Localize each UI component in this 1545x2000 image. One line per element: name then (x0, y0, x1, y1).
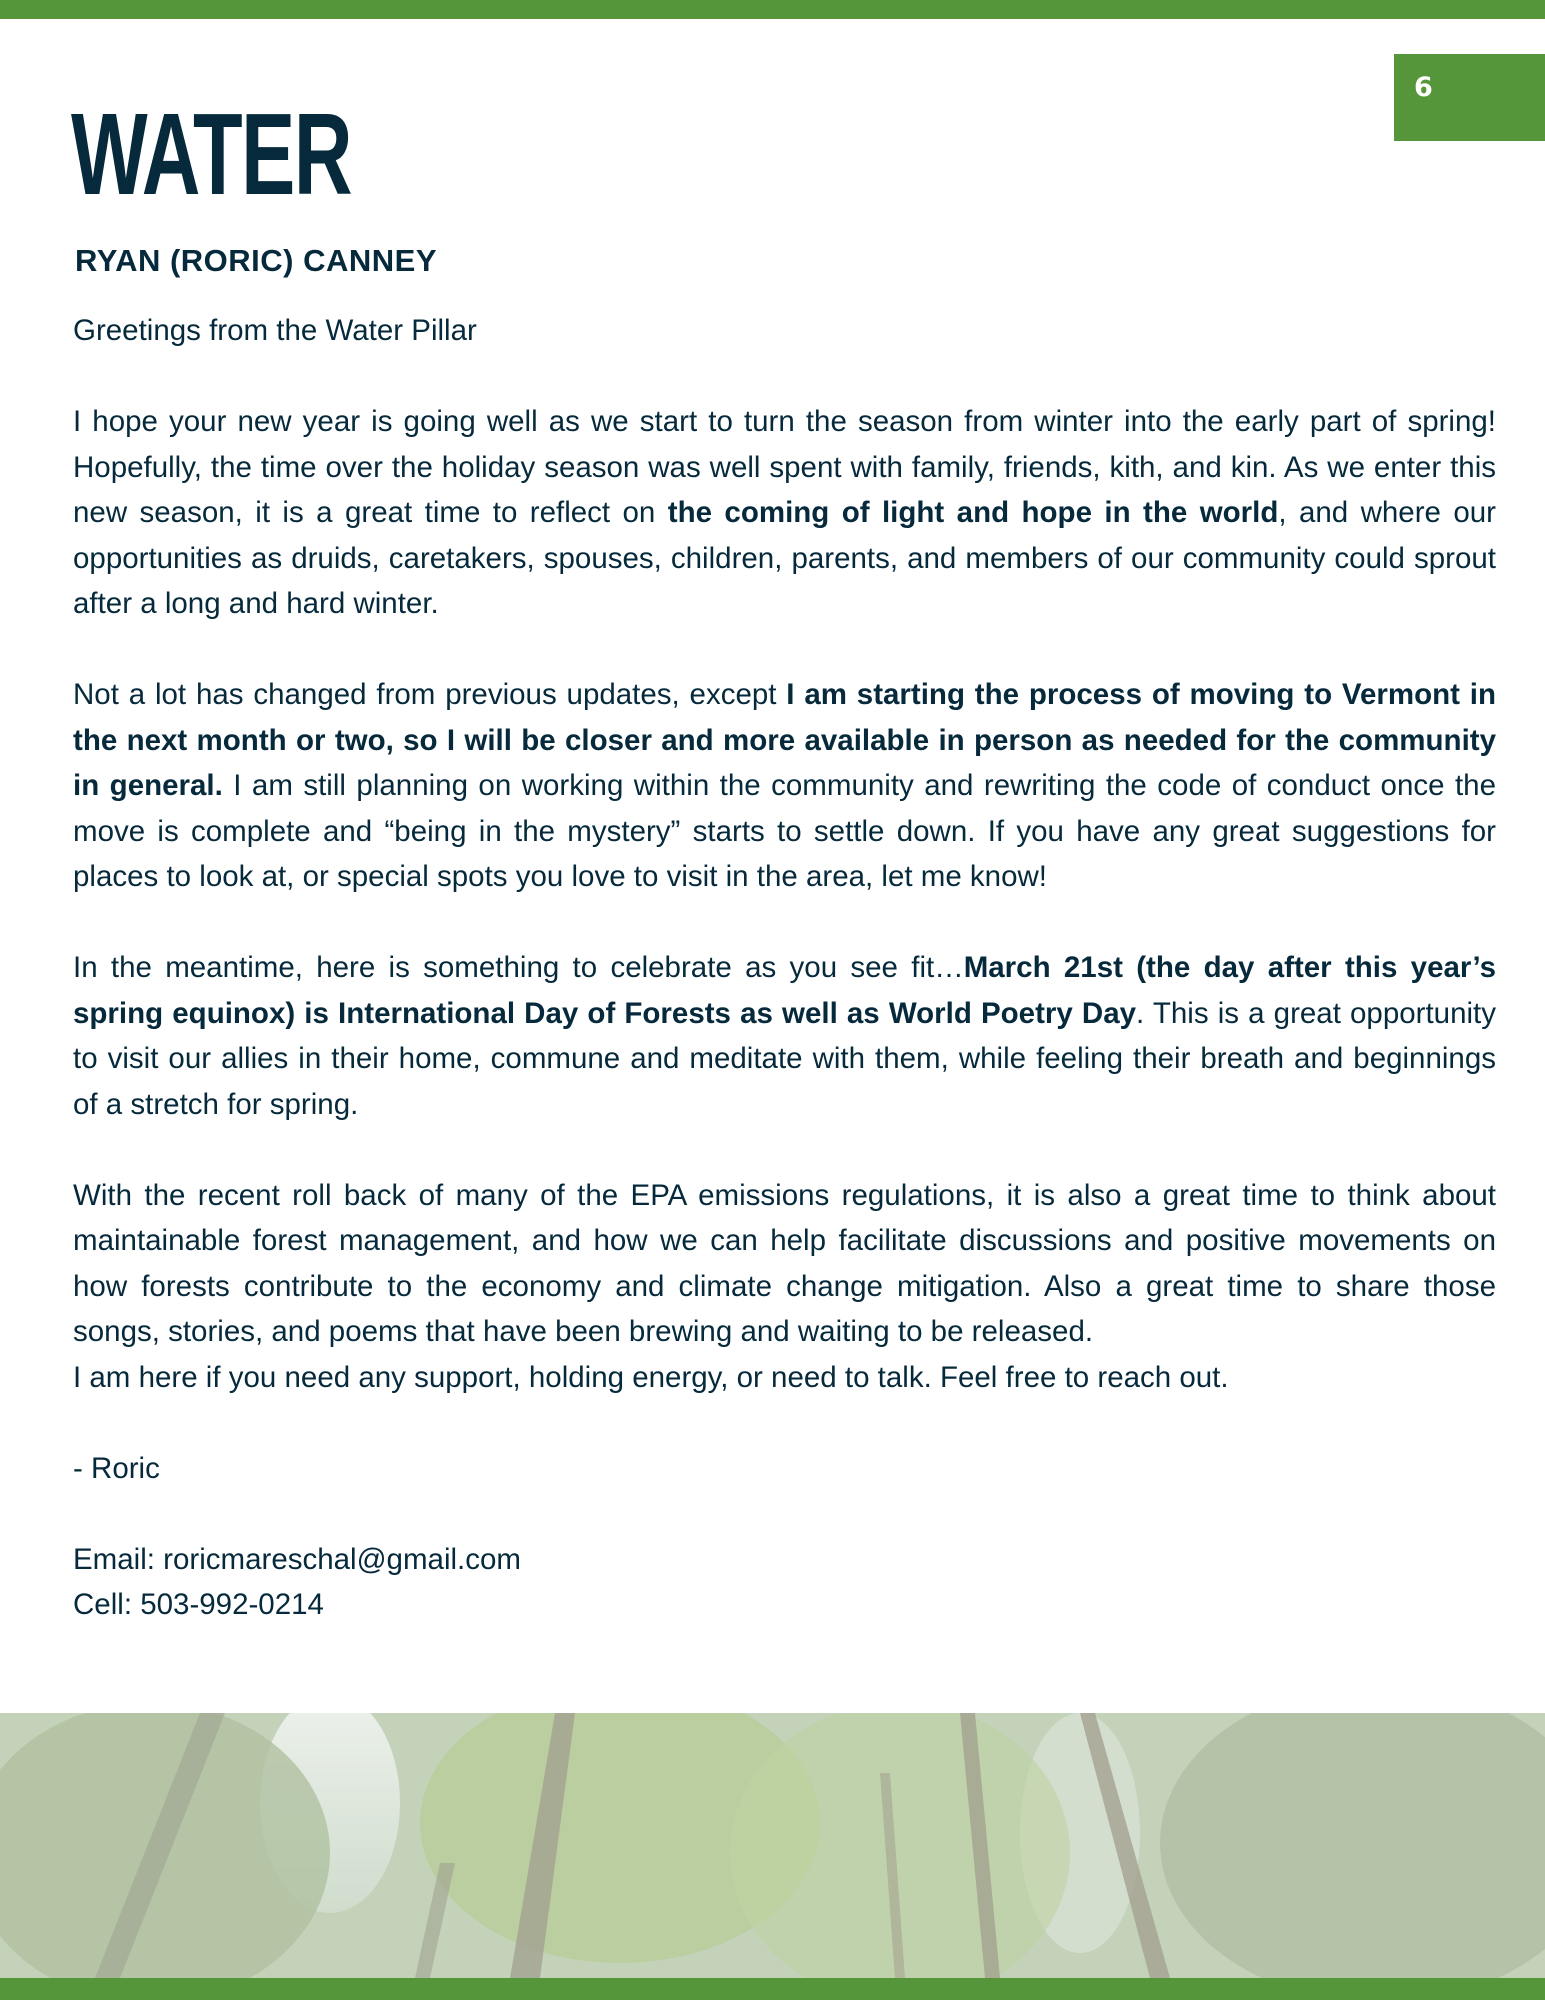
signature: - Roric (73, 1451, 160, 1485)
paragraph-2-emphasis: I am starting the process of moving to Vermont in the next month or two, so I will be closer and more available in person as needed for the community in general. (73, 678, 1496, 802)
forest-illustration (0, 1713, 1545, 1978)
paragraph-2-text-end: I am still planning on working within the community and rewriting the code of conduct once the move is complete and “being in the mystery” starts to settle down. If you have any great suggestions for places to look at, or special spots you love to visit in the area, let me know! (73, 769, 1496, 893)
contact-email (73, 1537, 1496, 1583)
paragraph-3-text-end: . This is a great opportunity to visit our allies in their home, commune and meditate with them, while feeling their breath and beginnings of a stretch for spring. (73, 996, 1496, 1121)
paragraph-4-closing: I am here if you need any support, holding energy, or need to talk. Feel free to reach out. (73, 1360, 1229, 1394)
email-label: Email: (73, 1542, 164, 1576)
top-accent-bar (0, 0, 1545, 19)
paragraph-1 (73, 399, 1496, 627)
paragraph-2-text: Not a lot has changed from previous updates, except (73, 678, 787, 711)
page-number-badge (1394, 54, 1545, 141)
paragraph-2 (73, 672, 1496, 900)
cell-label: Cell: (73, 1588, 141, 1621)
cell-number[interactable]: 503-992-0214 (140, 1588, 324, 1621)
email-address[interactable]: roricmareschal@gmail.com (163, 1542, 521, 1576)
page-title: WATER (71, 89, 352, 219)
paragraph-1-emphasis: the coming of light and hope in the world (667, 496, 1279, 529)
paragraph-4: With the recent roll back of many of the EPA emissions regulations, it is also a great time to think about maintainable forest management, and how we can help facilitate discussions and positive movements on how forests contribute to the economy and climate change mitigation. Also a great time to share those songs, stories, and poems that have been brewing and waiting to be released. (73, 1178, 1496, 1348)
forest-photo (0, 1713, 1545, 1978)
paragraph-1-text-end: , and where our opportunities as druids, caretakers, spouses, children, parents, and members of our community could sprout after a long and hard winter. (73, 496, 1496, 620)
paragraph-3 (73, 945, 1496, 1127)
bottom-accent-bar (0, 1978, 1545, 2000)
contact-cell (73, 1582, 1496, 1628)
greeting: Greetings from the Water Pillar (73, 314, 477, 347)
paragraph-1-text: I hope your new year is going well as we start to turn the season from winter into the early part of spring! Hopefully, the time over the holiday season was well spent with family, friends, kith, and kin. As we enter this new season, it is a great time to reflect on (73, 405, 1496, 529)
paragraph-3-text: In the meantime, here is something to celebrate as you see fit… (73, 951, 964, 984)
article-body (73, 308, 1496, 1628)
page-number: 6 (1414, 72, 1433, 103)
author-name: RYAN (RORIC) CANNEY (75, 243, 438, 278)
contact-info (73, 1537, 1496, 1628)
paragraph-3-emphasis: March 21st (the day after this year’s spring equinox) is International Day of Forests as well as World Poetry Day (73, 951, 1496, 1030)
